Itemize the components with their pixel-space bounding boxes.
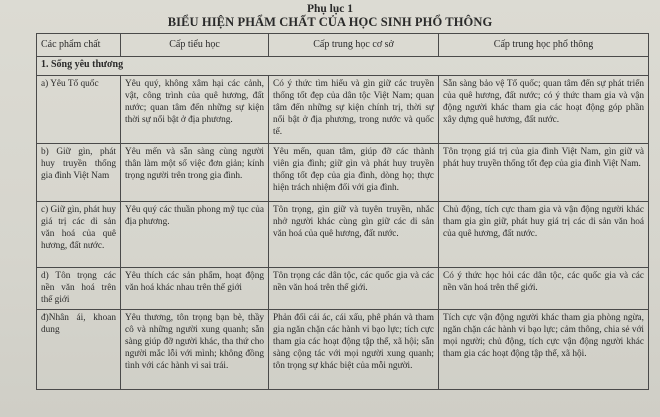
- cell-quality: đ)Nhân ái, khoan dung: [37, 310, 121, 390]
- header-upper-secondary: Cấp trung học phổ thông: [439, 34, 649, 57]
- cell-quality: d) Tôn trọng các nền văn hoá trên thế giới: [37, 268, 121, 310]
- table-row: [37, 76, 649, 144]
- header-lower-secondary: Cấp trung học cơ sở: [269, 34, 439, 57]
- cell-primary: Yêu mến và sẵn sàng cùng người thân làm một số việc đơn giản; kính trọng người trên trong gia đình.: [121, 144, 269, 202]
- cell-upper-secondary: Sẵn sàng bảo vệ Tổ quốc; quan tâm đến sự phát triển của quê hương, đất nước; có ý thức tham gia và vận động người khác tham gia các hoạt động góp phần xây dựng quê hương, đất nước.: [439, 76, 649, 144]
- table-row: [37, 310, 649, 390]
- cell-lower-secondary: Tôn trọng các dân tộc, các quốc gia và các nền văn hoá trên thế giới.: [269, 268, 439, 310]
- table-row: [37, 144, 649, 202]
- qualities-table: [36, 33, 649, 390]
- cell-primary: Yêu quý các thuần phong mỹ tục của địa phương.: [121, 202, 269, 268]
- cell-upper-secondary: Tôn trọng giá trị của gia đình Việt Nam, gìn giữ và phát huy truyền thống tốt đẹp của gia đình Việt Nam.: [439, 144, 649, 202]
- cell-lower-secondary: Có ý thức tìm hiểu và gìn giữ các truyền thống tốt đẹp của dân tộc Việt Nam; quan tâm đến những sự kiện chính trị, thời sự nổi bật ở địa phương, trong nước và quốc tế.: [269, 76, 439, 144]
- header-quality: Các phẩm chất: [37, 34, 121, 57]
- header-primary: Cấp tiểu học: [121, 34, 269, 57]
- cell-upper-secondary: Có ý thức học hỏi các dân tộc, các quốc gia và các nền văn hoá trên thế giới.: [439, 268, 649, 310]
- cell-upper-secondary: Tích cực vận động người khác tham gia phòng ngừa, ngăn chặn các hành vi bạo lực; cảm thông, chia sẻ với mọi người; chủ động, tích cực vận động người khác tham gia các hoạt động tập thể, xã hội.: [439, 310, 649, 390]
- cell-lower-secondary: Phản đối cái ác, cái xấu, phê phán và tham gia ngăn chặn các hành vi bạo lực; tích cực tham gia các hoạt động tập thể, xã hội; sẵn sàng cộng tác với mọi người xung quanh; tôn trọng sự khác biệt của mỗi người.: [269, 310, 439, 390]
- section-row: [37, 57, 649, 76]
- table-row: [37, 202, 649, 268]
- document-title: BIỂU HIỆN PHẨM CHẤT CỦA HỌC SINH PHỔ THÔNG: [167, 15, 493, 29]
- cell-quality: c) Giữ gìn, phát huy giá trị các di sản văn hoá của quê hương, đất nước.: [37, 202, 121, 268]
- cell-quality: b) Giữ gìn, phát huy truyền thống gia đình Việt Nam: [37, 144, 121, 202]
- cell-upper-secondary: Chủ động, tích cực tham gia và vận động người khác tham gia gìn giữ, phát huy giá trị các di sản văn hoá của quê hương, đất nước.: [439, 202, 649, 268]
- section-title: 1. Sống yêu thương: [37, 57, 649, 76]
- table-header-row: [37, 34, 649, 57]
- appendix-label: Phụ lục 1: [306, 3, 353, 15]
- cell-lower-secondary: Yêu mến, quan tâm, giúp đỡ các thành viên gia đình; giữ gìn và phát huy truyền thống tốt đẹp của gia đình, dòng họ; thực hiện trách nhiệm đối với gia đình.: [269, 144, 439, 202]
- cell-primary: Yêu thương, tôn trọng bạn bè, thầy cô và những người xung quanh; sẵn sàng giúp đỡ người khác, tha thứ cho người mắc lỗi với mình; không đồng tình với các hành vi sai trái.: [121, 310, 269, 390]
- cell-lower-secondary: Tôn trọng, gìn giữ và tuyên truyền, nhắc nhở người khác cùng gìn giữ các di sản văn hoá của quê hương, đất nước.: [269, 202, 439, 268]
- cell-primary: Yêu quý, không xâm hại các cảnh, vật, công trình của quê hương, đất nước; quan tâm đến những sự kiện thời sự nổi bật ở địa phương.: [121, 76, 269, 144]
- table-row: [37, 268, 649, 310]
- cell-quality: a) Yêu Tổ quốc: [37, 76, 121, 144]
- cell-primary: Yêu thích các sản phẩm, hoạt động văn hoá khác nhau trên thế giới: [121, 268, 269, 310]
